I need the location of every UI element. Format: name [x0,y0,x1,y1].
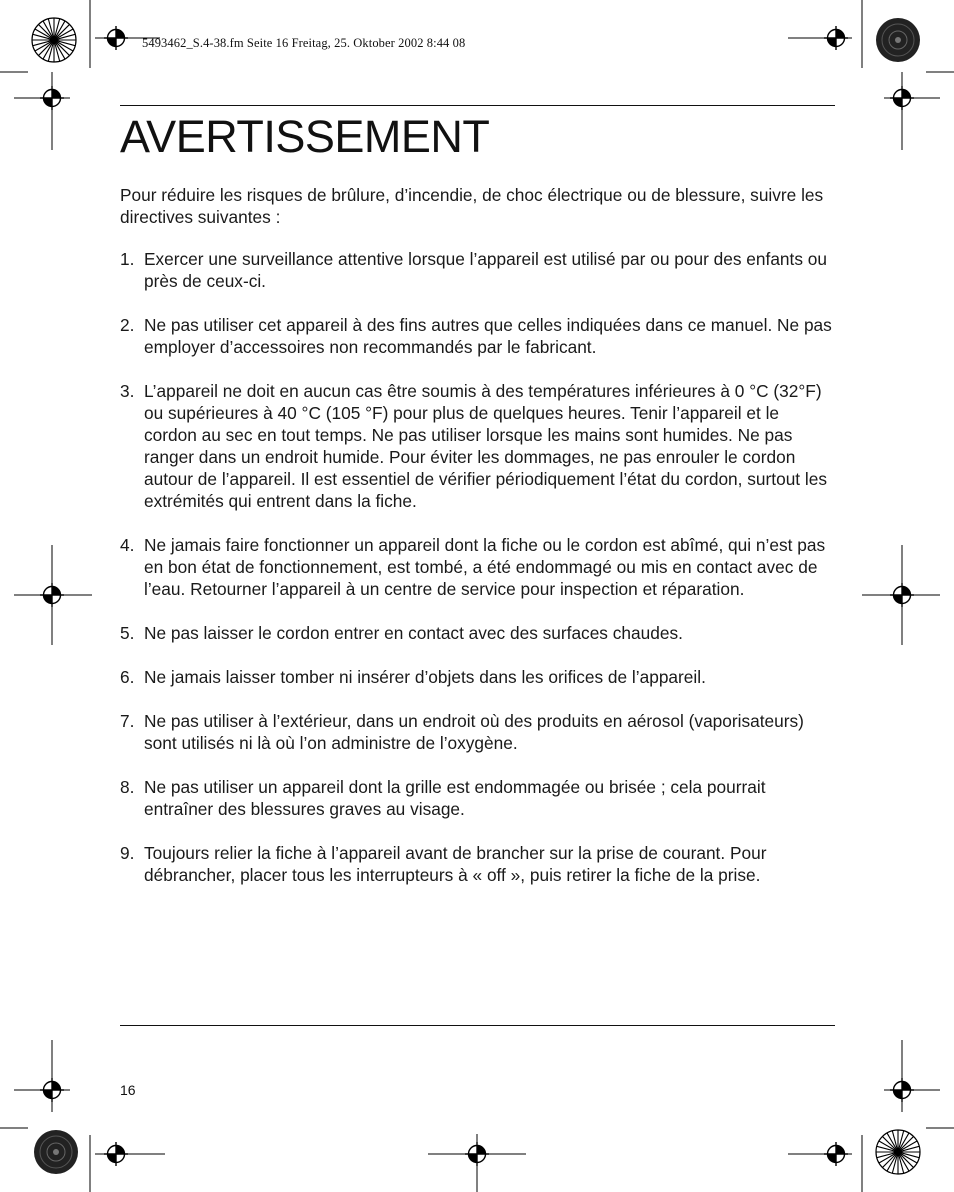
item-text: Ne jamais laisser tomber ni insérer d’objets dans les orifices de l’appareil. [144,667,706,687]
item-text: Toujours relier la fiche à l’appareil avant de brancher sur la prise de courant. Pour débrancher, placer tous les interrupteurs à « off », puis retirer la fiche de la prise. [144,843,767,885]
list-item [120,534,832,600]
item-number: 1. [120,249,135,269]
list-item [120,622,832,644]
list-item [120,380,832,512]
intro-paragraph: Pour réduire les risques de brûlure, d’incendie, de choc électrique ou de blessure, suivre les directives suivantes : [120,185,824,227]
item-number: 6. [120,667,135,687]
item-number: 3. [120,381,135,401]
item-number: 8. [120,777,135,797]
list-item [120,776,832,820]
item-text: L’appareil ne doit en aucun cas être soumis à des températures inférieures à 0 °C (32°F) ou supérieures à 40 °C (105 °F) pour plus de quelques heures. Tenir l’appareil et le cordon au sec en tout temps. Ne pas utiliser lorsque les mains sont humides. Ne pas ranger dans un endroit humide. Pour éviter les dommages, ne pas enrouler le cordon autour de l’appareil. Il est essentiel de vérifier périodiquement l’état du cordon, surtout les extrémités qui entrent dans la fiche. [144,381,827,511]
item-number: 5. [120,623,135,643]
item-text: Exercer une surveillance attentive lorsque l’appareil est utilisé par ou pour des enfants ou près de ceux-ci. [144,249,828,291]
item-text: Ne pas utiliser cet appareil à des fins autres que celles indiquées dans ce manuel. Ne pas employer d’accessoires non recommandés par le fabricant. [144,315,832,357]
item-number: 9. [120,843,135,863]
page-number: 16 [120,1082,136,1098]
file-slug-line: 5493462_S.4-38.fm Seite 16 Freitag, 25. Oktober 2002 8:44 08 [142,36,466,50]
warning-list [120,248,832,908]
footer-rule [120,1025,835,1026]
list-item [120,710,832,754]
list-item [120,842,832,886]
item-text: Ne pas utiliser à l’extérieur, dans un endroit où des produits en aérosol (vaporisateurs) sont utilisés ni là où l’on administre de l’oxygène. [144,711,804,753]
page-title: AVERTISSEMENT [120,111,490,162]
item-number: 4. [120,535,135,555]
item-number: 2. [120,315,135,335]
header-rule [120,105,835,106]
item-text: Ne jamais faire fonctionner un appareil dont la fiche ou le cordon est abîmé, qui n’est pas en bon état de fonctionnement, est tombé, a été endommagé ou mis en contact avec de l’eau. Retourner l’appareil à un centre de service pour inspection et réparation. [144,535,826,599]
item-number: 7. [120,711,135,731]
item-text: Ne pas laisser le cordon entrer en contact avec des surfaces chaudes. [144,623,683,643]
list-item [120,314,832,358]
list-item [120,248,832,292]
item-text: Ne pas utiliser un appareil dont la grille est endommagée ou brisée ; cela pourrait entraîner des blessures graves au visage. [144,777,766,819]
list-item [120,666,832,688]
